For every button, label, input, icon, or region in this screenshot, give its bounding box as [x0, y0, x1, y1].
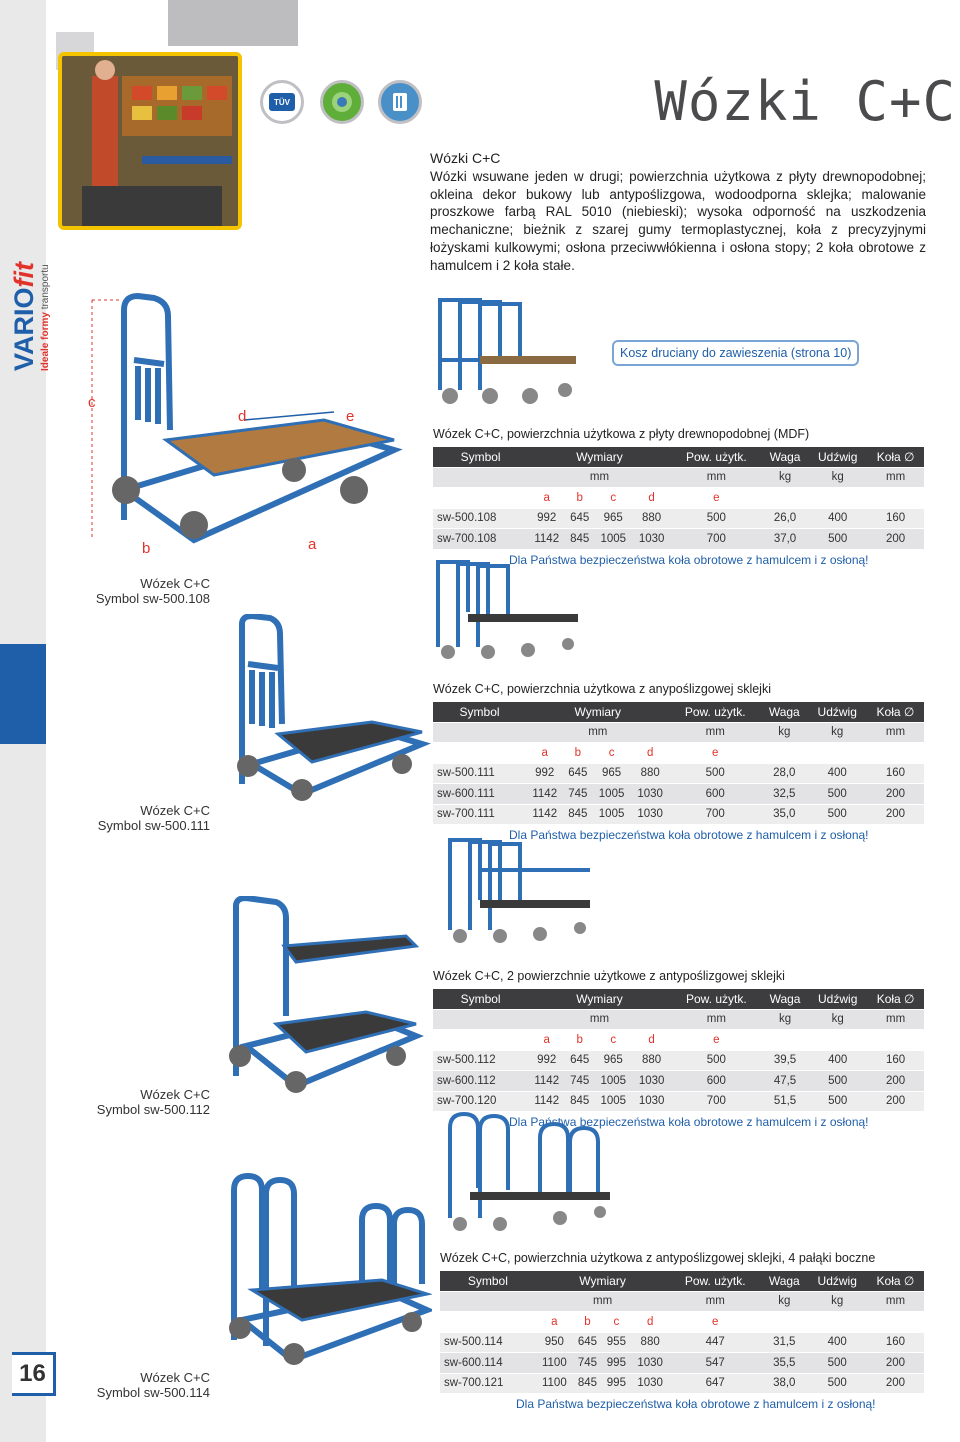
spec-table-4: Symbol Wymiary Pow. użytk. Waga Udźwig Koła ∅ mm mm kg kg mm a b c d e sw-500.114 950 645 955 880 447 31,5 400 160 sw-600.114 1100 745 995 1030 547 35,5 500 200 sw-700.121 1100 845 995 1030 647 38,0 500 200	[440, 1271, 924, 1394]
safety-note-3: Dla Państwa bezpieczeństwa koła obrotowe z hamulcem i z osłoną!	[509, 1115, 869, 1129]
dim-label-b: b	[142, 540, 151, 557]
dim-label-a: a	[308, 536, 317, 553]
cart-diagram-1	[84, 290, 414, 560]
page-number: 16	[12, 1352, 56, 1396]
intro-heading: Wózki C+C	[430, 150, 501, 166]
table-row: sw-700.121 1100 845 995 1030 647 38,0 500 200	[440, 1373, 924, 1394]
nested-carts-image-3	[440, 830, 600, 950]
table-row: sw-500.112 992 645 965 880 500 39,5 400 160	[433, 1050, 924, 1071]
logo-tag-rest: transportu	[40, 264, 51, 310]
intro-body: Wózki wsuwane jeden w drugi; powierzchnia użytkowa z płyty drewnopodobnej; okleina dekor bukowy lub antypoślizgowa, wodoodporna sklejka; malowanie proszkowe farbą RAL 5010 (niebieski); wysoka odporność na uszkodzenia mechaniczne; bieżnik z szarej gumy termoplastycznej, koła z precyzyjnymi łożyskami kulkowymi; osłona przeciwwłókienna i osłona stopy; 2 koła obrotowe z hamulcem i 2 koła stałe.	[430, 168, 926, 273]
caption-3-line2: Symbol sw-500.112	[96, 1102, 210, 1117]
basket-note: Kosz druciany do zawieszenia (strona 10)	[612, 340, 859, 366]
dim-label-c: c	[88, 394, 96, 411]
safety-note-4: Dla Państwa bezpieczeństwa koła obrotowe z hamulcem i z osłoną!	[516, 1397, 876, 1411]
table-row: sw-500.108 992 645 965 880 500 26,0 400 160	[433, 508, 924, 529]
logo-tag-bold: Ideale formy	[40, 312, 51, 371]
spec-table-3: Symbol Wymiary Pow. użytk. Waga Udźwig Koła ∅ mm mm kg kg mm a b c d e sw-500.112 992 645 965 880 500 39,5 400 160 sw-600.112 1142 745 1005 1030 600 47,5 500 200 sw-700.120 1142 845 1005 1030 700 51,5 500 200	[433, 989, 924, 1112]
nested-carts-image-1	[430, 290, 590, 410]
brand-logo	[9, 191, 51, 371]
table-title-3: Wózek C+C, 2 powierzchnie użytkowe z antypoślizgowej sklejki	[433, 969, 785, 983]
table-title-4: Wózek C+C, powierzchnia użytkowa z antypoślizgowej sklejki, 4 pałąki boczne	[440, 1251, 876, 1265]
cart-image-4	[222, 1170, 432, 1380]
table-section-2	[433, 682, 924, 842]
page-title: Wózki C+C	[654, 70, 956, 133]
nested-carts-image-4	[440, 1108, 620, 1238]
table-row: sw-700.111 1142 845 1005 1030 700 35,0 500 200	[433, 804, 924, 825]
cart-image-3	[206, 896, 426, 1106]
eco-badge-icon	[320, 80, 364, 124]
logo-accent: fit	[9, 262, 39, 288]
decorative-tab	[168, 0, 298, 46]
table-title-2: Wózek C+C, powierzchnia użytkowa z anypoślizgowej sklejki	[433, 682, 771, 696]
warehouse-photo	[58, 52, 242, 230]
nested-carts-image-2	[428, 552, 588, 662]
intro-text	[430, 150, 926, 275]
spec-table-1: Symbol Wymiary Pow. użytk. Waga Udźwig Koła ∅ mm mm kg kg mm a b c d e sw-500.108 992 645 965 880 500 26,0 400 160 sw-700.108 1142 845 1005 1030 700 37,0 500 200	[433, 447, 924, 550]
table-row: sw-600.112 1142 745 1005 1030 600 47,5 500 200	[433, 1071, 924, 1092]
safety-note-2: Dla Państwa bezpieczeństwa koła obrotowe z hamulcem i z osłoną!	[509, 828, 869, 842]
cart-image-2	[222, 614, 432, 814]
caption-4-line2: Symbol sw-500.114	[96, 1385, 210, 1400]
tuv-badge-icon	[260, 80, 304, 124]
table-row: sw-600.114 1100 745 995 1030 547 35,5 500 200	[440, 1353, 924, 1374]
table-row: sw-700.108 1142 845 1005 1030 700 37,0 500 200	[433, 529, 924, 550]
svg-text:TÜV: TÜV	[274, 98, 290, 107]
caption-1-line2: Symbol sw-500.108	[95, 591, 210, 606]
table-section-4	[440, 1251, 924, 1411]
table-title-1: Wózek C+C, powierzchnia użytkowa z płyty drewnopodobnej (MDF)	[433, 427, 810, 441]
spec-table-2: Symbol Wymiary Pow. użytk. Waga Udźwig Koła ∅ mm mm kg kg mm a b c d e sw-500.111 992 645 965 880 500 28,0 400 160 sw-600.111 1142 745 1005 1030 600 32,5 500 200 sw-700.111 1142 845 1005 1030 700 35,0 500 200	[433, 702, 924, 825]
safety-note-1: Dla Państwa bezpieczeństwa koła obrotowe z hamulcem i z osłoną!	[509, 552, 869, 567]
gloves-badge-icon	[378, 80, 422, 124]
caption-1	[90, 576, 210, 606]
dim-label-e: e	[346, 408, 355, 425]
table-row: sw-500.111 992 645 965 880 500 28,0 400 160	[433, 763, 924, 784]
caption-3	[90, 1087, 210, 1117]
caption-1-line1: Wózek C+C	[140, 576, 210, 591]
table-row: sw-600.111 1142 745 1005 1030 600 32,5 500 200	[433, 784, 924, 805]
table-section-1	[433, 427, 924, 567]
caption-3-line1: Wózek C+C	[140, 1087, 210, 1102]
page-tab-marker	[0, 644, 46, 744]
caption-2-line1: Wózek C+C	[140, 803, 210, 818]
table-section-3	[433, 969, 924, 1129]
caption-4	[90, 1370, 210, 1400]
logo-main: VARIO	[9, 287, 39, 371]
caption-2-line2: Symbol sw-500.111	[97, 818, 210, 833]
table-row: sw-500.114 950 645 955 880 447 31,5 400 160	[440, 1332, 924, 1353]
caption-2	[90, 803, 210, 833]
table-row: sw-700.120 1142 845 1005 1030 700 51,5 500 200	[433, 1091, 924, 1112]
caption-4-line1: Wózek C+C	[140, 1370, 210, 1385]
dim-label-d: d	[238, 408, 247, 425]
